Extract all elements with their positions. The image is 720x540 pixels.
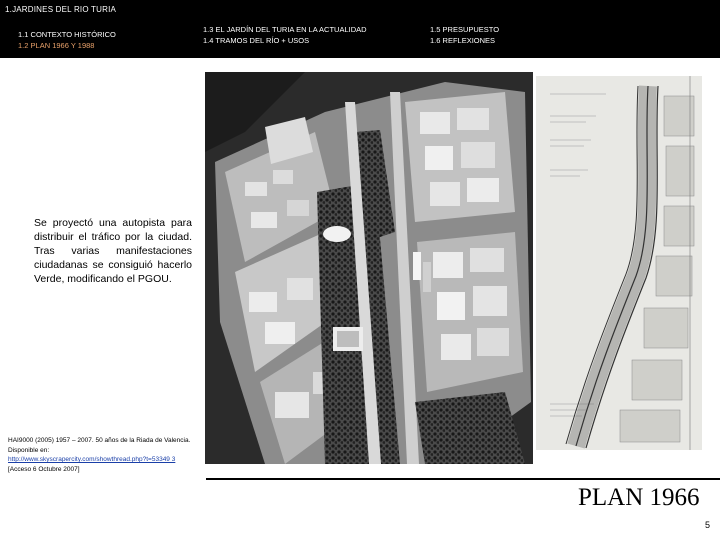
nav-item-label: CONTEXTO HISTÓRICO [30, 30, 116, 39]
citation-available: Disponible en: [8, 446, 50, 454]
header-bar [0, 0, 720, 58]
plan-label: PLAN 1966 [578, 484, 700, 511]
model-photo [205, 72, 533, 464]
nav-item-number: 1.2 [18, 41, 29, 50]
nav-group-3 [430, 24, 499, 46]
description-paragraph: Se proyectó una autopista para distribuir el tráfico por la ciudad. Tras varias manifestaciones ciudadanas se consiguió hacerlo Verde, modificando el PGOU. [34, 217, 192, 285]
nav-item-label: TRAMOS DEL RÍO + USOS [215, 36, 310, 45]
citation-link[interactable]: http://www.skyscrapercity.com/showthread.php?t=53349 3 [8, 456, 176, 463]
nav-item-presupuesto[interactable] [430, 24, 499, 35]
nav-item-reflexiones[interactable] [430, 35, 499, 46]
citation-source: HAI9000 (2005) 1957 – 2007. 50 años de la Riada de Valencia. [8, 437, 191, 444]
nav-group-2 [203, 24, 367, 46]
nav-item-label: PRESUPUESTO [442, 25, 500, 34]
section-title: 1.JARDINES DEL RIO TURIA [5, 5, 117, 14]
divider-line [206, 478, 720, 480]
nav-item-label: REFLEXIONES [442, 36, 496, 45]
nav-item-jardin-actualidad[interactable] [203, 24, 367, 35]
plan-map [536, 76, 702, 450]
nav-item-plan-1966-1988[interactable] [18, 40, 116, 51]
nav-item-label: PLAN 1966 Y 1988 [30, 41, 95, 50]
nav-item-number: 1.1 [18, 30, 29, 39]
nav-item-number: 1.3 [203, 25, 214, 34]
nav-item-label: EL JARDÍN DEL TURIA EN LA ACTUALIDAD [215, 25, 367, 34]
page-number: 5 [705, 520, 711, 530]
citation [8, 436, 228, 474]
citation-access-date: [Acceso 6 Octubre 2007] [8, 465, 80, 473]
nav-item-tramos-usos[interactable] [203, 35, 367, 46]
nav-item-number: 1.5 [430, 25, 441, 34]
nav-item-number: 1.6 [430, 36, 441, 45]
nav-group-1 [18, 29, 116, 51]
nav-item-contexto-historico[interactable] [18, 29, 116, 40]
nav-item-number: 1.4 [203, 36, 214, 45]
